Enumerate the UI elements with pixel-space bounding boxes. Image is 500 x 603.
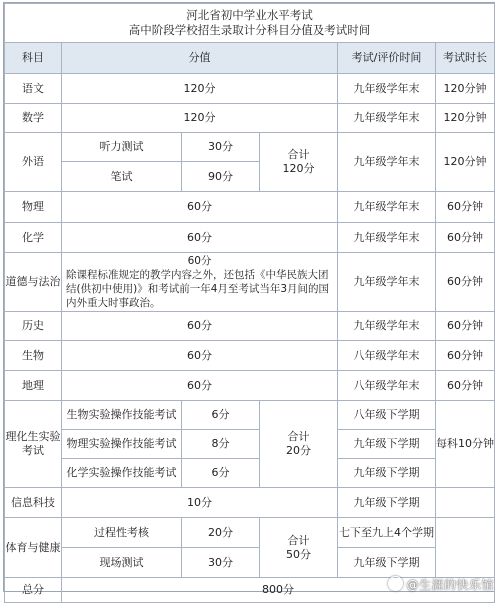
subject-cell: 道德与法治 [5,253,62,312]
score-cell: 60分 [62,192,338,223]
table-row [5,192,495,223]
score-cell: 60分 [62,341,338,371]
sub-item-name: 生物实验操作技能考试 [62,401,182,430]
time-cell: 九年级学年末 [338,74,436,104]
subject-cell: 理化生实验考试 [5,401,62,488]
table-row [5,401,495,430]
time-cell: 九年级下学期 [338,548,436,578]
sub-item-score: 90分 [182,162,260,192]
subtotal-value: 50分 [286,547,311,561]
sub-item-score: 30分 [182,548,260,578]
duration-cell: 120分钟 [436,133,495,192]
table-row [5,488,495,518]
table-row [5,548,495,578]
duration-cell: 120分钟 [436,104,495,133]
subject-cell: 信息科技 [5,488,62,518]
table-row [5,341,495,371]
subject-cell: 地理 [5,371,62,401]
table-row [5,74,495,104]
score-value: 60分 [187,255,212,267]
subtotal-cell [260,133,338,192]
duration-cell: 60分钟 [436,371,495,401]
time-cell: 七下至九上4个学期 [338,518,436,548]
duration-cell: 60分钟 [436,223,495,253]
header-subject: 科目 [5,43,62,74]
time-cell: 九年级学年末 [338,104,436,133]
subject-cell: 数学 [5,104,62,133]
score-table-frame [3,2,495,596]
sub-item-score: 30分 [182,133,260,162]
score-cell: 10分 [62,488,338,518]
table-row [5,430,495,459]
header-row [5,43,495,74]
sub-item-score: 6分 [182,401,260,430]
duration-cell: 120分钟 [436,74,495,104]
header-exam-time: 考试/评价时间 [338,43,436,74]
sub-item-name: 化学实验操作技能考试 [62,459,182,488]
sub-item-name: 物理实验操作技能考试 [62,430,182,459]
subtotal-value: 120分 [282,162,315,175]
subtotal-label: 合计 [287,533,310,547]
subtotal-cell [260,401,338,488]
duration-cell: 60分钟 [436,253,495,312]
duration-cell [436,488,495,518]
subject-cell: 化学 [5,223,62,253]
sub-item-name: 现场测试 [62,548,182,578]
sub-item-score: 6分 [182,459,260,488]
duration-cell: 60分钟 [436,341,495,371]
score-cell: 120分 [62,74,338,104]
subtotal-cell [260,518,338,578]
sub-item-name: 笔试 [62,162,182,192]
duration-cell: 60分钟 [436,312,495,341]
time-cell: 九年级学年末 [338,223,436,253]
sub-item-score: 8分 [182,430,260,459]
time-cell: 八年级学年末 [338,371,436,401]
subtotal-label: 合计 [287,148,310,161]
total-score-cell: 800分 [62,578,495,603]
watermark-text: @生涯的快乐馆 [406,578,494,592]
subject-cell: 总分 [5,578,62,603]
score-cell: 60分 [62,312,338,341]
header-duration: 考试时长 [436,43,495,74]
subject-cell: 物理 [5,192,62,223]
time-cell: 八年级学年末 [338,341,436,371]
duration-cell: 60分钟 [436,192,495,223]
duration-cell [436,518,495,578]
subject-cell: 历史 [5,312,62,341]
table-row [5,518,495,548]
sub-item-name: 过程性考核 [62,518,182,548]
subject-cell: 语文 [5,74,62,104]
subtotal-value: 20分 [286,444,311,457]
sub-item-score: 20分 [182,518,260,548]
watermark [388,576,494,593]
title-line-1: 河北省初中学业水平考试 [186,8,313,22]
table-row [5,312,495,341]
subtotal-label: 合计 [287,430,310,443]
table-row [5,253,495,312]
time-cell: 九年级下学期 [338,459,436,488]
table-row [5,371,495,401]
score-cell: 60分 [62,371,338,401]
time-cell: 九年级学年末 [338,192,436,223]
time-cell: 八年级下学期 [338,401,436,430]
score-table [4,3,495,603]
score-note-cell [62,253,338,312]
subject-cell: 生物 [5,341,62,371]
time-cell: 九年级学年末 [338,312,436,341]
table-row [5,133,495,162]
time-cell: 九年级学年末 [338,253,436,312]
camera-icon [388,576,403,591]
duration-cell: 每科10分钟 [436,401,495,488]
score-note: 除课程标准规定的教学内容之外，还包括《中华民族大团结(供初中使用)》和考试前一年4月至考试当年3月间的国内外重大时事政治。 [66,269,330,309]
title-line-2: 高中阶段学校招生录取计分科目分值及考试时间 [128,23,371,37]
score-cell: 60分 [62,223,338,253]
time-cell: 九年级学年末 [338,133,436,192]
table-row [5,223,495,253]
time-cell: 九年级下学期 [338,430,436,459]
table-title [5,4,495,43]
header-score: 分值 [62,43,338,74]
sub-item-name: 听力测试 [62,133,182,162]
subject-cell: 外语 [5,133,62,192]
time-cell: 九年级下学期 [338,488,436,518]
table-row [5,104,495,133]
score-cell: 120分 [62,104,338,133]
table-row [5,459,495,488]
subject-cell: 体育与健康 [5,518,62,578]
